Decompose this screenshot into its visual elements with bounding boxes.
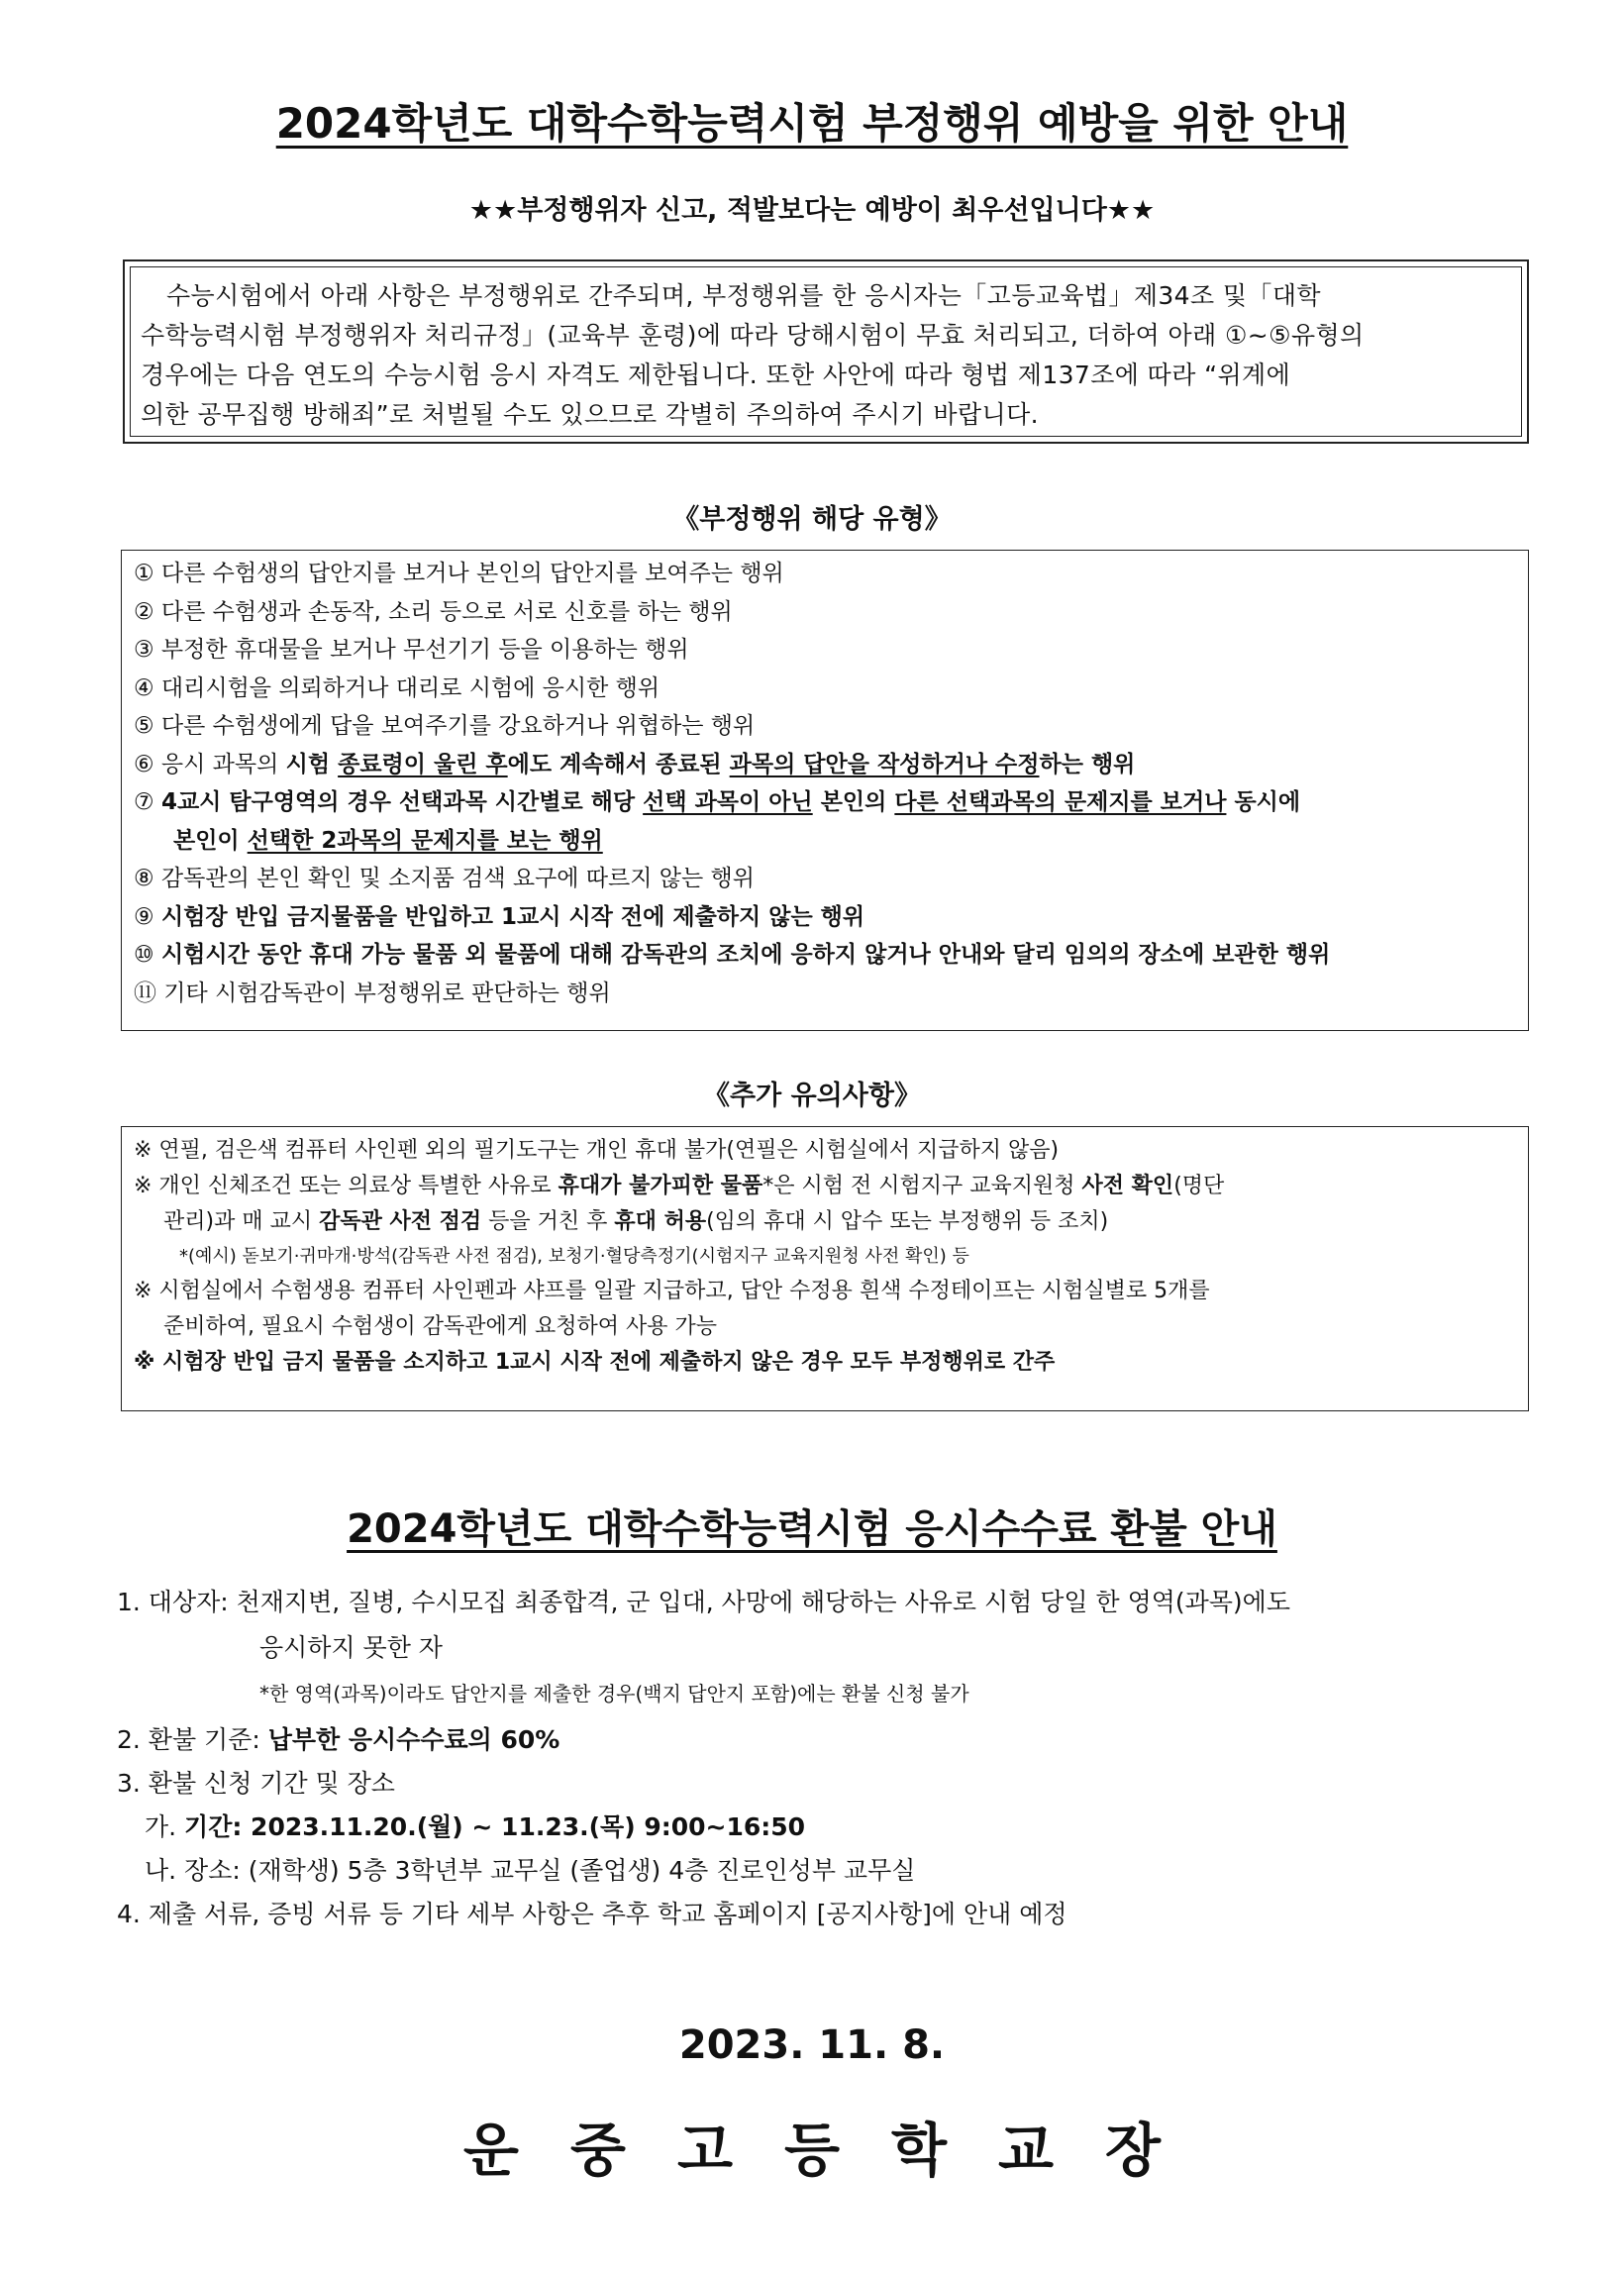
notes-heading: 《추가 유의사항》 [703, 1081, 921, 1111]
notice-subtitle: ★★부정행위자 신고, 적발보다는 예방이 최우선입니다★★ [468, 195, 1156, 226]
note-item: ※ 시험실에서 수험생용 컴퓨터 사인펜과 샤프를 일괄 지급하고, 답안 수정용 흰색 수정테이프는 시험실별로 5개를 [134, 1279, 1210, 1303]
note-item: ※ 연필, 검은색 컴퓨터 사인펜 외의 필기도구는 개인 휴대 불가(연필은 시험실에서 지급하지 않음) [134, 1138, 1060, 1163]
intro-line: 수능시험에서 아래 사항은 부정행위로 간주되며, 부정행위를 한 응시자는「고등교육법」제34조 및「대학 [166, 281, 1321, 310]
type-item: ⑥ 응시 과목의 시험 종료령이 울린 후에도 계속해서 종료된 과목의 답안을 작성하거나 수정하는 행위 [134, 751, 1136, 777]
refund-item-1: 1. 대상자: 천재지변, 질병, 수시모집 최종합격, 군 입대, 사망에 해당하는 사유로 시험 당일 한 영역(과목)에도 [117, 1588, 1290, 1616]
intro-line: 수학능력시험 부정행위자 처리규정」(교육부 훈령)에 따라 당해시험이 무효 처리되고, 더하여 아래 ①~⑤유형의 [141, 321, 1365, 350]
type-item: ⑩ 시험시간 동안 휴대 가능 물품 외 물품에 대해 감독관의 조치에 응하지 않거나 안내와 달리 임의의 장소에 보관한 행위 [134, 942, 1331, 968]
types-box [121, 550, 1529, 1031]
note-item: ※ 개인 신체조건 또는 의료상 특별한 사유로 휴대가 불가피한 물품*은 시험 전 시험지구 교육지원청 사전 확인(명단 [134, 1174, 1225, 1198]
type-item: ① 다른 수험생의 답안지를 보거나 본인의 답안지를 보여주는 행위 [134, 561, 784, 586]
issue-date: 2023. 11. 8. [678, 2022, 946, 2068]
type-item: ② 다른 수험생과 손동작, 소리 등으로 서로 신호를 하는 행위 [134, 598, 733, 625]
refund-item-1-note: *한 영역(과목)이라도 답안지를 제출한 경우(백지 답안지 포함)에는 환불 신청 불가 [259, 1682, 969, 1706]
refund-item-3a: 가. 기간: 2023.11.20.(월) ~ 11.23.(목) 9:00~16:50 [145, 1812, 806, 1841]
refund-item-3b: 나. 장소: (재학생) 5층 3학년부 교무실 (졸업생) 4층 진로인성부 교무실 [145, 1856, 916, 1885]
type-item: ⑦ 4교시 탐구영역의 경우 선택과목 시간별로 해당 선택 과목이 아닌 본인의 다른 선택과목의 문제지를 보거나 동시에 [134, 789, 1301, 815]
intro-line: 경우에는 다음 연도의 수능시험 응시 자격도 제한됩니다. 또한 사안에 따라 형법 제137조에 따라 “위계에 [141, 361, 1291, 389]
refund-title: 2024학년도 대학수학능력시험 응시수수료 환불 안내 [347, 1506, 1277, 1552]
note-example: *(예시) 돋보기·귀마개·방석(감독관 사전 점검), 보청기·혈당측정기(시험지구 교육지원청 사전 확인) 등 [179, 1246, 969, 1267]
type-item: ⑨ 시험장 반입 금지물품을 반입하고 1교시 시작 전에 제출하지 않는 행위 [134, 903, 865, 930]
note-item: ※ 시험장 반입 금지 물품을 소지하고 1교시 시작 전에 제출하지 않은 경우 모두 부정행위로 간주 [134, 1350, 1056, 1375]
school-signature: 운중고등학교장 [462, 2117, 1213, 2184]
refund-item-2: 2. 환불 기준: 납부한 응시수수료의 60% [117, 1725, 560, 1754]
type-item: ⑪ 기타 시험감독관이 부정행위로 판단하는 행위 [134, 980, 611, 1006]
note-item-continued: 준비하여, 필요시 수험생이 감독관에게 요청하여 사용 가능 [163, 1314, 718, 1339]
note-item-continued: 관리)과 매 교시 감독관 사전 점검 등을 거친 후 휴대 허용(임의 휴대 시 압수 또는 부정행위 등 조치) [163, 1209, 1109, 1234]
intro-text [130, 266, 1522, 437]
type-item: ⑧ 감독관의 본인 확인 및 소지품 검색 요구에 따르지 않는 행위 [134, 866, 755, 891]
refund-item-3: 3. 환불 신청 기간 및 장소 [117, 1769, 395, 1798]
refund-item-4: 4. 제출 서류, 증빙 서류 등 기타 세부 사항은 추후 학교 홈페이지 [공지사항]에 안내 예정 [117, 1900, 1067, 1928]
intro-box [123, 259, 1529, 444]
type-item: ③ 부정한 휴대물을 보거나 무선기기 등을 이용하는 행위 [134, 637, 689, 663]
notes-box [121, 1126, 1529, 1411]
refund-item-1-continued: 응시하지 못한 자 [259, 1633, 443, 1662]
type-item: ④ 대리시험을 의뢰하거나 대리로 시험에 응시한 행위 [134, 674, 660, 701]
intro-line: 의한 공무집행 방해죄”로 처벌될 수도 있으므로 각별히 주의하여 주시기 바랍니다. [141, 400, 1039, 429]
type-item-continued: 본인이 선택한 2과목의 문제지를 보는 행위 [173, 827, 603, 854]
notice-title: 2024학년도 대학수학능력시험 부정행위 예방을 위한 안내 [275, 99, 1349, 148]
types-heading: 《부정행위 해당 유형》 [672, 504, 952, 535]
type-item: ⑤ 다른 수험생에게 답을 보여주기를 강요하거나 위협하는 행위 [134, 713, 756, 739]
